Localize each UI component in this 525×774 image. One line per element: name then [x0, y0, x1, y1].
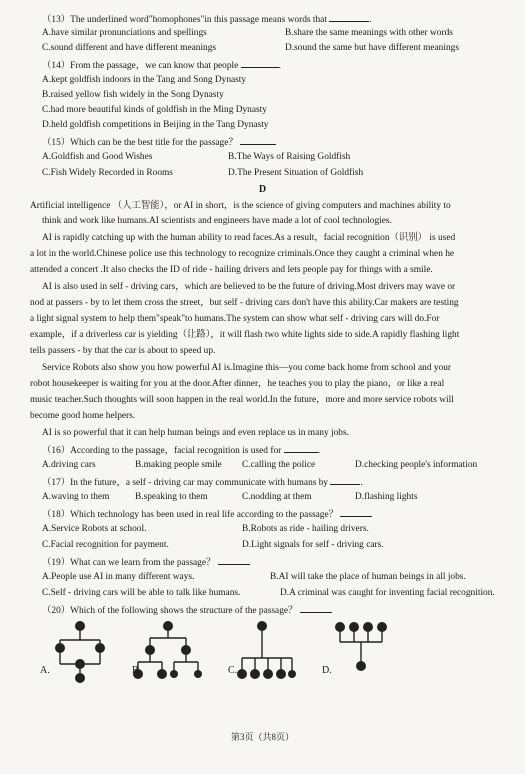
diagram-c — [237, 621, 296, 679]
q19-option-b: B.AI will take the place of human beings in all jobs. — [270, 572, 466, 582]
q14-blank — [241, 58, 279, 68]
q17-blank — [330, 475, 360, 485]
section-d-heading: D — [258, 184, 267, 195]
q16-option-c: C.calling the police — [242, 460, 316, 470]
q13-option-a: A.have similar pronunciations and spellings — [42, 28, 207, 38]
diagram-label-b: B. — [132, 665, 142, 676]
diagram-b-node-5 — [157, 669, 167, 679]
passage-line: think and work like humans.AI scientists and engineers have made a lot of cool technologies. — [42, 216, 392, 226]
q17-stem: （17）In the future，a self - driving car may communicate with humans by . — [42, 475, 363, 489]
q14-option-d: D.held goldfish competitions in Beijing in the Tang Dynasty — [42, 120, 269, 130]
q15-option-c: C.Fish Widely Recorded in Rooms — [42, 168, 173, 178]
diagram-a-node-4 — [75, 659, 85, 669]
page-footer: 第3页（共8页） — [230, 732, 294, 742]
q20-blank — [300, 603, 332, 613]
passage-line: AI is rapidly catching up with the human ability to read faces.As a result，facial recognition（识别） is used — [42, 233, 456, 243]
diagram-d — [335, 622, 387, 671]
passage-line: Service Robots also show you how powerful AI is.Imagine this—you come back home from school and your — [42, 363, 452, 373]
q16-option-a: A.driving cars — [42, 460, 96, 470]
q15-option-a: A.Goldfish and Good Wishes — [42, 152, 153, 162]
passage-line: robot housekeeper is waiting for you at the door.After dinner，he teaches you to play the piano，or like a real — [30, 379, 445, 389]
q14-option-c: C.had more beautiful kinds of goldfish in the Ming Dynasty — [42, 105, 267, 115]
diagram-c-node-3 — [250, 669, 260, 679]
passage-line: AI is also used in self - driving cars，which are believed to be the future of driving.Most drivers may wave or — [42, 282, 456, 292]
passage-line: Artificial intelligence （人工智能），or AI in short，is the science of giving computers and machines ability to — [30, 201, 451, 211]
q17-option-c: C.nodding at them — [242, 492, 312, 502]
diagram-d-node-2 — [349, 622, 359, 632]
q13-stem: （13）The underlined word"homophones"in this passage means words that . — [42, 12, 372, 26]
diagram-b-node-7 — [194, 670, 202, 678]
diagram-b-node-2 — [145, 645, 155, 655]
q16-stem: （16）According to the passage，facial recognition is used for . — [42, 443, 320, 457]
q16-option-b: B.making people smile — [135, 460, 222, 470]
passage-line: a light signal system to help them"speak"to humans.The system can show what self - driving cars will do.For — [30, 314, 440, 324]
q15-option-b: B.The Ways of Raising Goldfish — [228, 152, 351, 162]
q20-stem: （20）Which of the following shows the structure of the passage？ — [42, 603, 332, 617]
q19-option-a: A.People use AI in many different ways. — [42, 572, 195, 582]
q17-option-d: D.flashing lights — [355, 492, 418, 502]
diagram-a — [55, 621, 105, 683]
diagram-b-node-6 — [170, 670, 178, 678]
diagram-d-node-3 — [363, 622, 373, 632]
passage-line: become good home helpers. — [30, 411, 136, 421]
q16-option-d: D.checking people's information — [355, 460, 478, 470]
q19-option-d: D.A criminal was caught for inventing facial recognition. — [280, 588, 495, 598]
passage-line: example，if a driverless car is yielding（让路），it will flash two white lights side to side.A rapidly flashing light — [30, 330, 460, 340]
q15-blank — [240, 135, 276, 145]
q18-stem: （18）Which technology has been used in real life according to the passage？ — [42, 507, 372, 521]
q19-stem: （19）What can we learn from the passage？ — [42, 555, 250, 569]
q18-option-b: B.Robots as ride - hailing drivers. — [242, 524, 369, 534]
diagram-d-node-4 — [377, 622, 387, 632]
diagram-a-node-1 — [75, 621, 85, 631]
q13-option-d: D.sound the same but have different meanings — [285, 43, 460, 53]
passage-line: nod at passers - by to let them cross the street，but self - driving cars don't have this ability.Car makers are testing — [30, 298, 459, 308]
diagram-c-node-5 — [276, 669, 286, 679]
diagram-b-node-1 — [163, 621, 173, 631]
passage-line: tells passers - by that the car is about to speed up. — [30, 346, 216, 356]
q13-blank — [329, 12, 369, 22]
q15-stem: （15）Which can be the best title for the passage？ — [42, 135, 276, 149]
q14-stem: （14）From the passage，we can know that people . — [42, 58, 281, 72]
diagram-c-node-2 — [237, 669, 247, 679]
diagram-label-a: A. — [40, 665, 50, 676]
q14-option-a: A.kept goldfish indoors in the Tang and Song Dynasty — [42, 75, 247, 85]
diagram-label-c: C. — [228, 665, 238, 676]
structure-diagrams — [0, 618, 525, 688]
diagram-d-node-5 — [356, 661, 366, 671]
diagram-label-d: D. — [322, 665, 332, 676]
q13-option-c: C.sound different and have different meanings — [42, 43, 217, 53]
q14-option-b: B.raised yellow fish widely in the Song Dynasty — [42, 90, 224, 100]
passage-line: AI is so powerful that it can help human beings and even replace us in many jobs. — [42, 428, 349, 438]
q17-option-a: A.waving to them — [42, 492, 110, 502]
diagram-a-node-2 — [55, 643, 65, 653]
diagram-b — [133, 621, 202, 679]
q18-option-a: A.Service Robots at school. — [42, 524, 147, 534]
q18-option-d: D.Light signals for self - driving cars. — [242, 540, 384, 550]
passage-line: attended a concert .It also checks the ID of ride - hailing drivers and lets people pay for things with a smile. — [30, 265, 433, 275]
q16-blank — [284, 443, 318, 453]
q17-option-b: B.speaking to them — [135, 492, 208, 502]
passage-line: music teacher.Such thoughts will soon happen in the real world.In the future，more and more service robots will — [30, 395, 454, 405]
diagram-c-node-6 — [288, 670, 296, 678]
diagram-a-node-3 — [95, 643, 105, 653]
diagram-a-node-5 — [75, 673, 85, 683]
q18-option-c: C.Facial recognition for payment. — [42, 540, 169, 550]
q19-option-c: C.Self - driving cars will be able to talk like humans. — [42, 588, 241, 598]
q18-blank — [340, 507, 372, 517]
q13-option-b: B.share the same meanings with other words — [285, 28, 453, 38]
diagram-c-node-4 — [263, 669, 273, 679]
diagram-b-node-3 — [181, 645, 191, 655]
diagram-c-node-1 — [257, 621, 267, 631]
diagram-d-node-1 — [335, 622, 345, 632]
passage-line: a lot in the world.Chinese police use this technology to recognize criminals.Once they caught a criminal when he — [30, 249, 455, 259]
q19-blank — [218, 555, 250, 565]
q15-option-d: D.The Present Situation of Goldfish — [228, 168, 364, 178]
